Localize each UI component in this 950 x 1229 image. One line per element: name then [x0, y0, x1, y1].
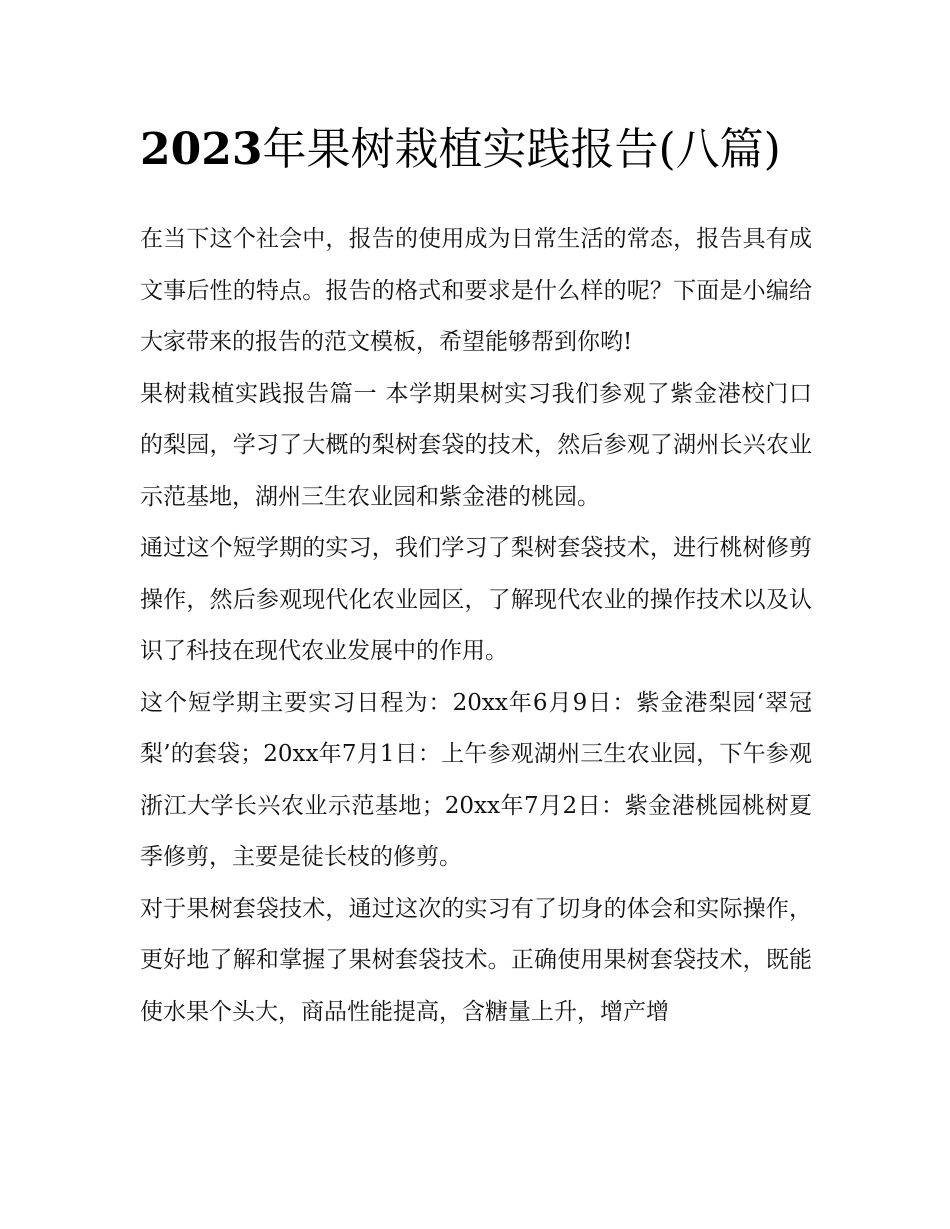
document-title — [140, 112, 812, 188]
title-year: 2023 — [140, 124, 263, 175]
paragraph-bagging: 对于果树套袋技术，通过这次的实习有了切身的体会和实际操作，更好地了解和掌握了果树套袋技术。正确使用果树套袋技术，既能使水果个头大，商品性能提高，含糖量上升，增产增 — [140, 895, 812, 1025]
paragraph-intro: 在当下这个社会中，报告的使用成为日常生活的常态，报告具有成文事后性的特点。报告的格式和要求是什么样的呢？下面是小编给大家带来的报告的范文模板，希望能够帮到你哟! — [140, 226, 812, 355]
title-text: 年果树栽植实践报告(八篇) — [262, 124, 781, 175]
paragraph-learning: 通过这个短学期的实习，我们学习了梨树套袋技术，进行桃树修剪操作，然后参观现代化农业园区，了解现代农业的操作技术以及认识了科技在现代农业发展中的作用。 — [140, 535, 812, 664]
document-content — [140, 112, 812, 1038]
paragraph-schedule: 这个短学期主要实习日程为：20xx年6月9日：紫金港梨园‘翠冠梨’的套袋；20xx年7月1日：上午参观湖州三生农业园，下午参观浙江大学长兴农业示范基地；20xx年7月2日：紫金港桃园桃树夏季修剪，主要是徒长枝的修剪。 — [140, 689, 812, 870]
paragraph-report-one: 果树栽植实践报告篇一 本学期果树实习我们参观了紫金港校门口的梨园，学习了大概的梨树套袋的技术，然后参观了湖州长兴农业示范基地，湖州三生农业园和紫金港的桃园。 — [140, 380, 812, 510]
document-body — [140, 214, 812, 1038]
